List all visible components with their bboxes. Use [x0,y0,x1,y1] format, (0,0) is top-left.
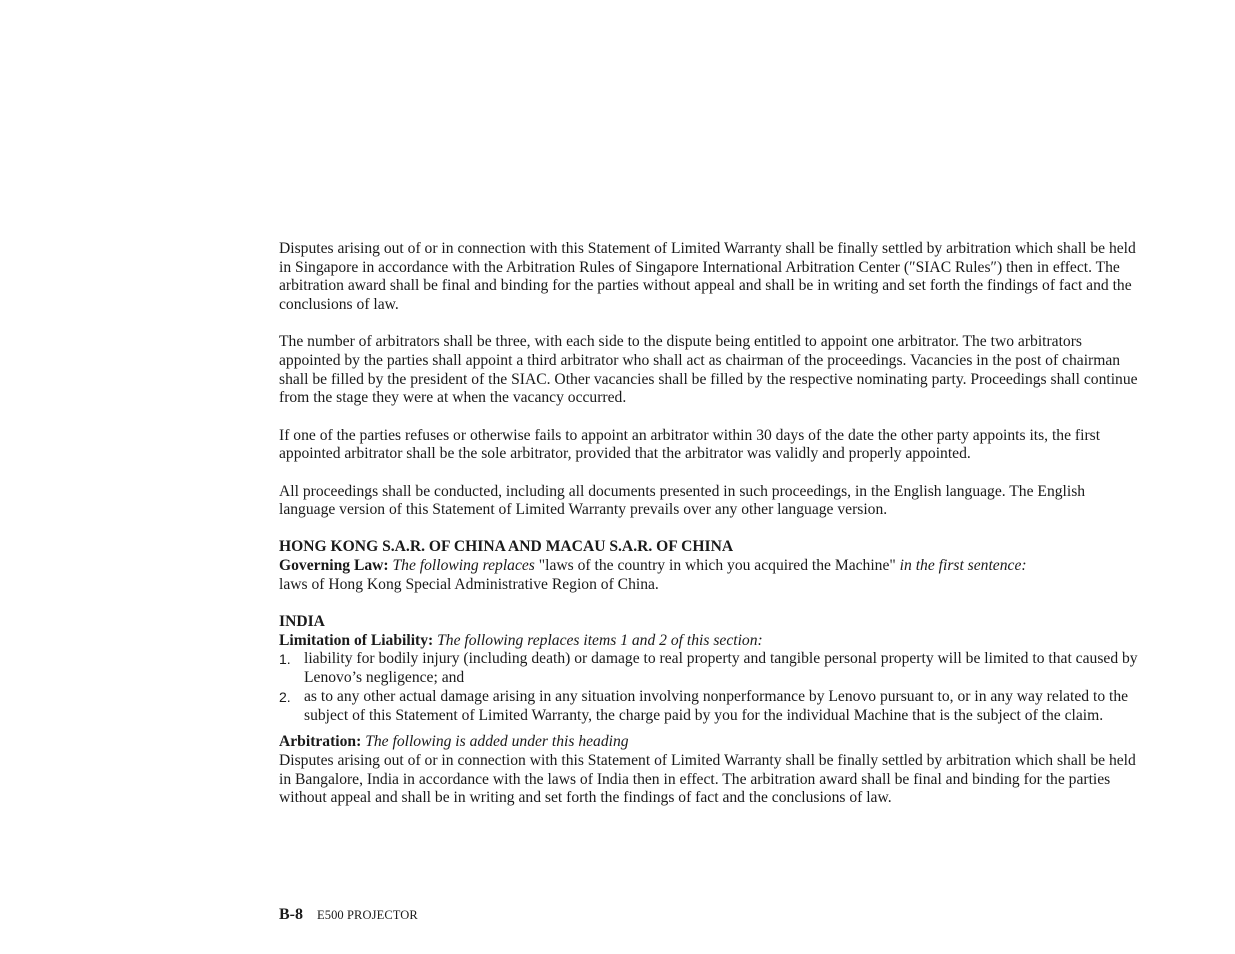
governing-law-body: laws of Hong Kong Special Administrative Region of China. [279,575,659,593]
limitation-of-liability-label: Limitation of Liability: [279,631,434,649]
limitation-of-liability-intro: The following replaces items 1 and 2 of this section: [437,631,763,649]
section-heading-hong-kong: HONG KONG S.A.R. OF CHINA AND MACAU S.A.R. OF CHINA [279,538,734,556]
section-heading-india: INDIA [279,613,325,631]
arbitration-line [279,733,1141,752]
page-number: B-8 [279,906,303,923]
governing-law-line [279,557,1141,576]
list-item [279,688,1141,725]
section-hong-kong [279,538,1141,594]
governing-law-quoted: "laws of the country in which you acquired the Machine" [538,557,896,575]
arbitration-body: Disputes arising out of or in connection with this Statement of Limited Warranty shall be finally settled by arbitration which shall be held in Bangalore, India in accordance with the laws of India then in effect. The arbitration award shall be final and binding for the parties without appeal and shall be in writing and set forth the findings of fact and the conclusions of law. [279,751,1136,807]
governing-law-tail: in the first sentence: [899,557,1027,575]
arbitration-intro: The following is added under this heading [365,733,629,751]
liability-items-list [279,650,1141,725]
governing-law-intro: The following replaces [392,557,535,575]
list-item-number: 2. [279,688,291,705]
governing-law-label: Governing Law: [279,557,389,575]
list-item-number: 1. [279,651,291,668]
section-india [279,613,1141,808]
list-item-text: liability for bodily injury (including death) or damage to real property and tangible personal property will be limited to that caused by Lenovo’s negligence; and [304,650,1138,687]
list-item-text: as to any other actual damage arising in any situation involving nonperformance by Lenovo pursuant to, or in any way related to the subject of this Statement of Limited Warranty, the charge paid by you for the individual Machine that is the subject of the claim. [304,687,1129,724]
arbitration-label: Arbitration: [279,733,362,751]
paragraph-number-of-arbitrators: The number of arbitrators shall be three, with each side to the dispute being entitled to appoint one arbitrator. The two arbitrators appointed by the parties shall appoint a third arbitrator who shall act as chairman of the proceedings. Vacancies in the post of chairman shall be filled by the president of the SIAC. Other vacancies shall be filled by the respective nominating party. Proceedings shall continue from the stage they were at when the vacancy occurred. [279,333,1138,407]
paragraph-arbitration-singapore: Disputes arising out of or in connection with this Statement of Limited Warranty shall be finally settled by arbitration which shall be held in Singapore in accordance with the Arbitration Rules of Singapore International Arbitration Center (″SIAC Rules″) then in effect. The arbitration award shall be final and binding for the parties without appeal and shall be in writing and set forth the findings of fact and the conclusions of law. [279,240,1136,314]
limitation-of-liability-line [279,632,1141,651]
page-content [279,240,1141,808]
document-title: E500 PROJECTOR [317,908,418,922]
paragraph-appointment-failure: If one of the parties refuses or otherwise fails to appoint an arbitrator within 30 days of the date the other party appoints its, the first appointed arbitrator shall be the sole arbitrator, provided that the arbitrator was validly and properly appointed. [279,426,1101,463]
paragraph-english-language: All proceedings shall be conducted, including all documents presented in such proceedings, in the English language. The English language version of this Statement of Limited Warranty prevails over any other language version. [279,482,1086,519]
page-footer [279,906,418,924]
list-item [279,650,1141,687]
numbered-list [279,650,1141,725]
